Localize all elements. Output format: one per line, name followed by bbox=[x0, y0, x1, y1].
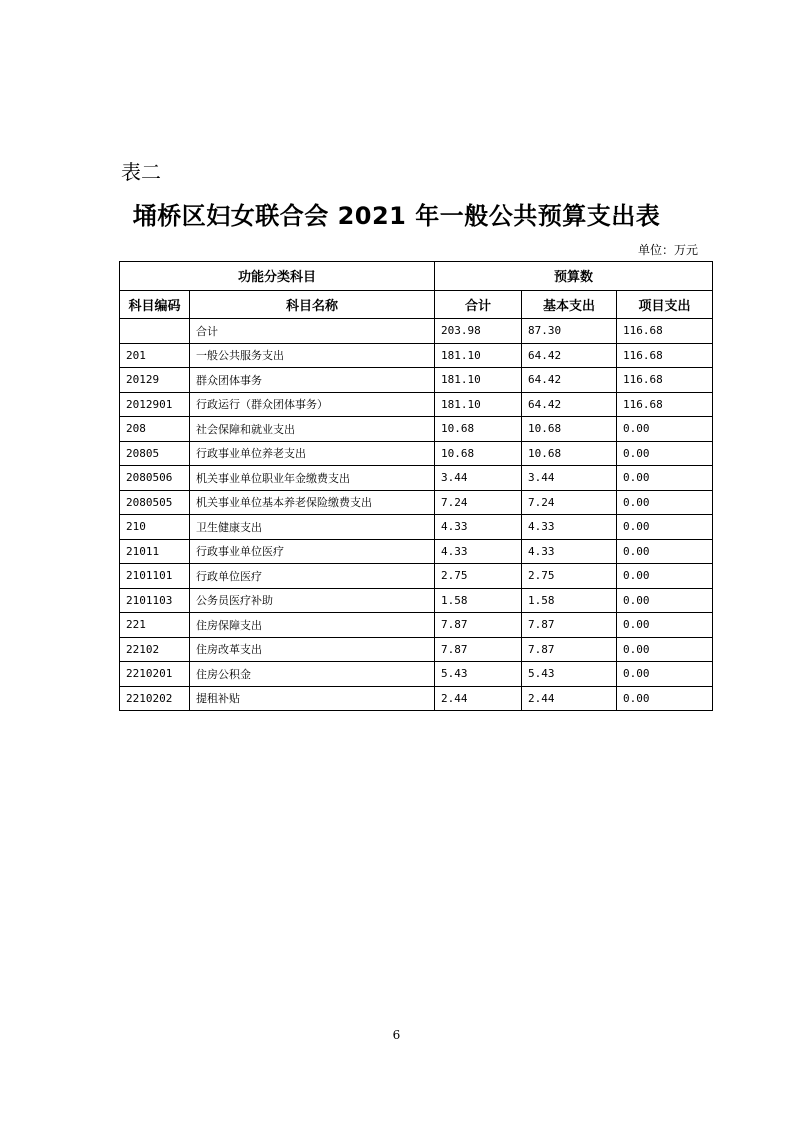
basic-cell: 87.30 bbox=[522, 319, 617, 344]
code-cell: 2080505 bbox=[120, 490, 190, 515]
basic-cell: 4.33 bbox=[522, 515, 617, 540]
name-cell: 卫生健康支出 bbox=[190, 515, 435, 540]
total-cell: 7.87 bbox=[435, 637, 522, 662]
name-cell: 行政运行（群众团体事务） bbox=[190, 392, 435, 417]
total-cell: 2.44 bbox=[435, 686, 522, 711]
code-cell: 201 bbox=[120, 343, 190, 368]
code-column-header: 科目编码 bbox=[120, 290, 190, 319]
total-cell: 5.43 bbox=[435, 662, 522, 687]
name-cell: 住房公积金 bbox=[190, 662, 435, 687]
table-row bbox=[120, 441, 713, 466]
name-cell: 提租补贴 bbox=[190, 686, 435, 711]
project-cell: 0.00 bbox=[617, 613, 713, 638]
table-row bbox=[120, 343, 713, 368]
total-cell: 10.68 bbox=[435, 417, 522, 442]
budget-table bbox=[119, 261, 713, 711]
total-cell: 7.24 bbox=[435, 490, 522, 515]
name-cell: 社会保障和就业支出 bbox=[190, 417, 435, 442]
basic-cell: 3.44 bbox=[522, 466, 617, 491]
basic-cell: 7.24 bbox=[522, 490, 617, 515]
table-body bbox=[120, 319, 713, 711]
name-column-header: 科目名称 bbox=[190, 290, 435, 319]
table-row bbox=[120, 368, 713, 393]
table-row bbox=[120, 539, 713, 564]
total-cell: 2.75 bbox=[435, 564, 522, 589]
column-header-row bbox=[120, 290, 713, 319]
table-row bbox=[120, 662, 713, 687]
project-cell: 0.00 bbox=[617, 686, 713, 711]
total-cell: 1.58 bbox=[435, 588, 522, 613]
total-cell: 4.33 bbox=[435, 539, 522, 564]
basic-cell: 64.42 bbox=[522, 343, 617, 368]
code-cell: 2210202 bbox=[120, 686, 190, 711]
table-row bbox=[120, 417, 713, 442]
total-cell: 181.10 bbox=[435, 368, 522, 393]
code-cell: 22102 bbox=[120, 637, 190, 662]
project-cell: 116.68 bbox=[617, 368, 713, 393]
total-cell: 3.44 bbox=[435, 466, 522, 491]
basic-cell: 10.68 bbox=[522, 417, 617, 442]
total-cell: 4.33 bbox=[435, 515, 522, 540]
project-cell: 0.00 bbox=[617, 637, 713, 662]
project-cell: 0.00 bbox=[617, 588, 713, 613]
name-cell: 机关事业单位基本养老保险缴费支出 bbox=[190, 490, 435, 515]
basic-column-header: 基本支出 bbox=[522, 290, 617, 319]
name-cell: 公务员医疗补助 bbox=[190, 588, 435, 613]
project-column-header: 项目支出 bbox=[617, 290, 713, 319]
basic-cell: 64.42 bbox=[522, 368, 617, 393]
total-cell: 203.98 bbox=[435, 319, 522, 344]
name-cell: 行政事业单位医疗 bbox=[190, 539, 435, 564]
table-row bbox=[120, 686, 713, 711]
name-cell: 行政单位医疗 bbox=[190, 564, 435, 589]
project-cell: 0.00 bbox=[617, 417, 713, 442]
project-cell: 0.00 bbox=[617, 515, 713, 540]
basic-cell: 7.87 bbox=[522, 637, 617, 662]
code-cell: 20129 bbox=[120, 368, 190, 393]
code-cell: 210 bbox=[120, 515, 190, 540]
total-cell: 7.87 bbox=[435, 613, 522, 638]
function-classification-header: 功能分类科目 bbox=[120, 262, 435, 291]
project-cell: 0.00 bbox=[617, 539, 713, 564]
basic-cell: 2.44 bbox=[522, 686, 617, 711]
project-cell: 116.68 bbox=[617, 343, 713, 368]
basic-cell: 4.33 bbox=[522, 539, 617, 564]
table-row bbox=[120, 392, 713, 417]
name-cell: 合计 bbox=[190, 319, 435, 344]
document-title: 埇桥区妇女联合会 2021 年一般公共预算支出表 bbox=[132, 202, 661, 230]
table-row bbox=[120, 588, 713, 613]
table-row bbox=[120, 637, 713, 662]
project-cell: 0.00 bbox=[617, 466, 713, 491]
table-label: 表二 bbox=[121, 160, 161, 184]
basic-cell: 64.42 bbox=[522, 392, 617, 417]
project-cell: 116.68 bbox=[617, 319, 713, 344]
budget-header: 预算数 bbox=[435, 262, 713, 291]
table-row bbox=[120, 319, 713, 344]
name-cell: 行政事业单位养老支出 bbox=[190, 441, 435, 466]
table-row bbox=[120, 613, 713, 638]
name-cell: 一般公共服务支出 bbox=[190, 343, 435, 368]
project-cell: 0.00 bbox=[617, 564, 713, 589]
project-cell: 0.00 bbox=[617, 662, 713, 687]
page-number: 6 bbox=[392, 1028, 401, 1042]
total-column-header: 合计 bbox=[435, 290, 522, 319]
code-cell: 2101101 bbox=[120, 564, 190, 589]
name-cell: 住房保障支出 bbox=[190, 613, 435, 638]
code-cell: 2080506 bbox=[120, 466, 190, 491]
project-cell: 0.00 bbox=[617, 490, 713, 515]
name-cell: 群众团体事务 bbox=[190, 368, 435, 393]
table-row bbox=[120, 515, 713, 540]
code-cell: 208 bbox=[120, 417, 190, 442]
basic-cell: 7.87 bbox=[522, 613, 617, 638]
total-cell: 181.10 bbox=[435, 343, 522, 368]
project-cell: 116.68 bbox=[617, 392, 713, 417]
code-cell: 2101103 bbox=[120, 588, 190, 613]
code-cell: 221 bbox=[120, 613, 190, 638]
unit-label: 单位：万元 bbox=[637, 243, 698, 257]
table-row bbox=[120, 564, 713, 589]
project-cell: 0.00 bbox=[617, 441, 713, 466]
code-cell: 21011 bbox=[120, 539, 190, 564]
code-cell: 2210201 bbox=[120, 662, 190, 687]
total-cell: 181.10 bbox=[435, 392, 522, 417]
code-cell bbox=[120, 319, 190, 344]
basic-cell: 1.58 bbox=[522, 588, 617, 613]
total-cell: 10.68 bbox=[435, 441, 522, 466]
basic-cell: 5.43 bbox=[522, 662, 617, 687]
code-cell: 2012901 bbox=[120, 392, 190, 417]
group-header-row bbox=[120, 262, 713, 291]
table-row bbox=[120, 490, 713, 515]
name-cell: 住房改革支出 bbox=[190, 637, 435, 662]
name-cell: 机关事业单位职业年金缴费支出 bbox=[190, 466, 435, 491]
basic-cell: 2.75 bbox=[522, 564, 617, 589]
table-row bbox=[120, 466, 713, 491]
basic-cell: 10.68 bbox=[522, 441, 617, 466]
code-cell: 20805 bbox=[120, 441, 190, 466]
